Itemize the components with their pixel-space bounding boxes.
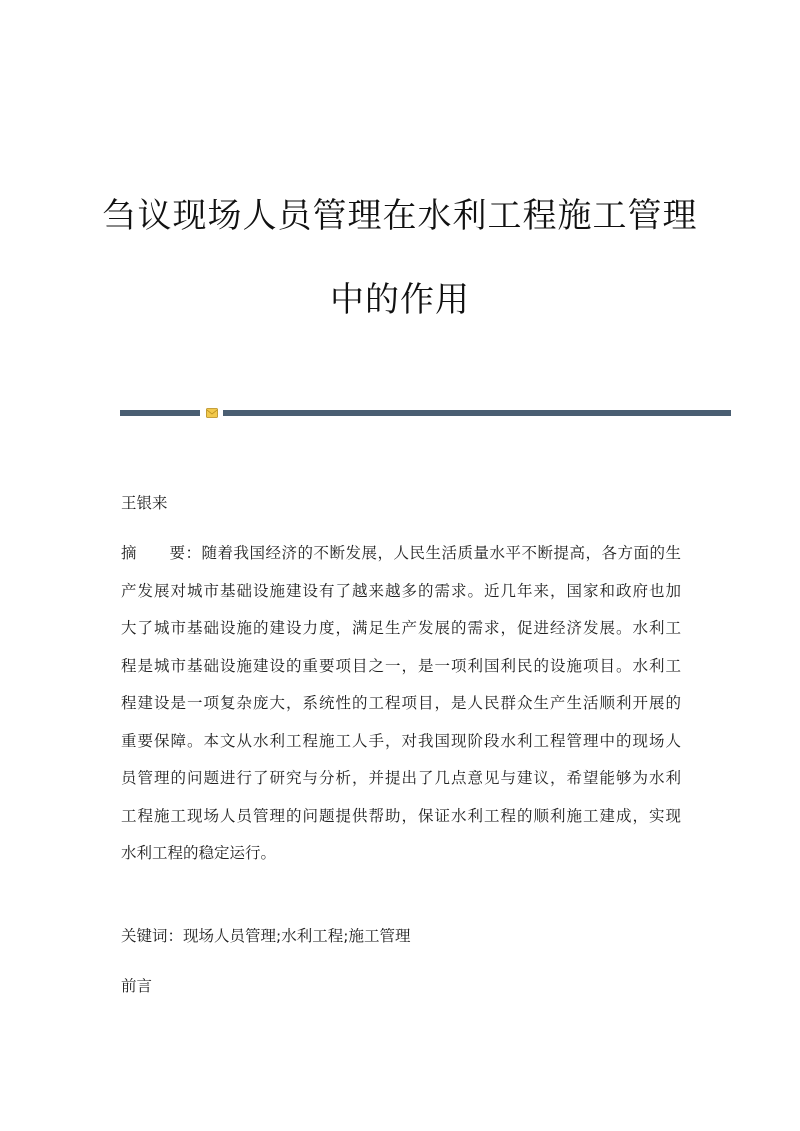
title-line-1: 刍议现场人员管理在水利工程施工管理	[102, 196, 698, 236]
abstract-line-4: 程是城市基础设施建设的重要项目之一，是一项利国利民的设施项目。水利工	[121, 656, 681, 675]
abstract-label-a: 摘	[121, 544, 137, 562]
abstract-line-7: 员管理的问题进行了研究与分析，并提出了几点意见与建议，希望能够为水利	[121, 769, 681, 787]
divider-bar-right	[223, 410, 731, 416]
abstract-line-6: 重要保障。本文从水利工程施工人手，对我国现阶段水利工程管理中的现场人	[121, 731, 681, 750]
preface-heading: 前言	[121, 977, 153, 995]
abstract-label-b: 要：	[169, 544, 202, 562]
keywords: 关键词：现场人员管理;水利工程;施工管理	[121, 927, 411, 945]
abstract-line-9: 水利工程的稳定运行。	[121, 844, 277, 862]
title-line-2: 中的作用	[330, 280, 470, 320]
abstract-text: 随着我国经济的不断发展，人民生活质量水平不断提高，各方面的生	[201, 544, 681, 562]
envelope-icon	[206, 408, 218, 418]
abstract-line-3: 大了城市基础设施的建设力度，满足生产发展的需求，促进经济发展。水利工	[121, 619, 681, 637]
abstract-line-8: 工程施工现场人员管理的问题提供帮助，保证水利工程的顺利施工建成，实现	[121, 806, 681, 825]
author-name: 王银来	[121, 494, 168, 512]
abstract-line-2: 产发展对城市基础设施建设有了越来越多的需求。近几年来，国家和政府也加	[121, 581, 681, 600]
title-divider	[120, 408, 731, 418]
abstract	[121, 535, 681, 873]
divider-bar-left	[120, 410, 200, 416]
abstract-line-1	[121, 535, 681, 573]
abstract-line-5: 程建设是一项复杂庞大，系统性的工程项目，是人民群众生产生活顺利开展的	[121, 694, 681, 712]
